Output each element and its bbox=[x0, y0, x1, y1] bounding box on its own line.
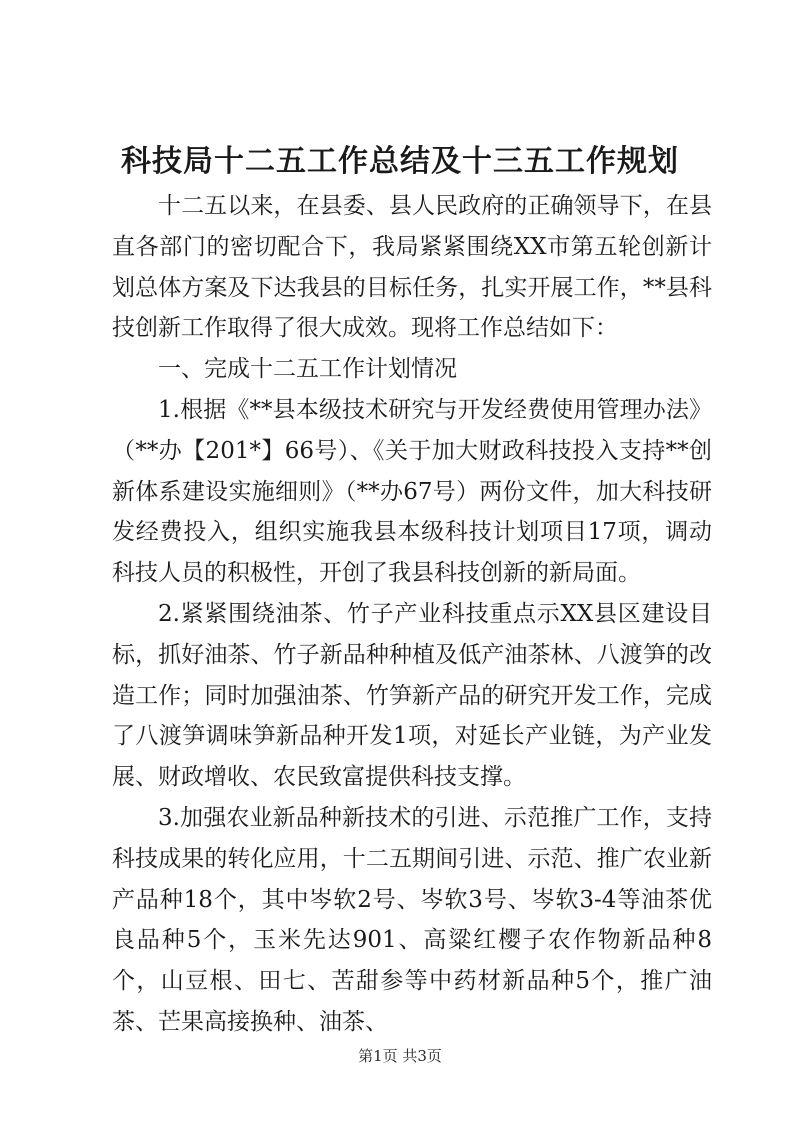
document-title: 科技局十二五工作总结及十三五工作规划 bbox=[121, 144, 679, 179]
page-footer: 第1页 共3页 bbox=[358, 1047, 442, 1065]
document-body bbox=[112, 186, 712, 1043]
paragraph-item-3: 3.加强农业新品种新技术的引进、示范推广工作，支持科技成果的转化应用，十二五期间引进、示范、推广农业新产品种18个，其中岑软2号、岑软3号、岑软3-4等油茶优良品种5个，玉米先达901、高粱红樱子农作物新品种8个，山豆根、田七、苦甜参等中药材新品种5个，推广油茶、芒果高接换种、油茶、 bbox=[112, 804, 712, 1035]
section-heading: 一、完成十二五工作计划情况 bbox=[158, 356, 457, 383]
paragraph-item-2: 2.紧紧围绕油茶、竹子产业科技重点示XX县区建设目标，抓好油茶、竹子新品种种植及低产油茶林、八渡笋的改造工作；同时加强油茶、竹笋新产品的研究开发工作，完成了八渡笋调味笋新品种开发1项，对延长产业链，为产业发展、财政增收、农民致富提供科技支撑。 bbox=[112, 600, 712, 791]
paragraph-intro: 十二五以来，在县委、县人民政府的正确领导下，在县直各部门的密切配合下，我局紧紧围绕XX市第五轮创新计划总体方案及下达我县的目标任务，扎实开展工作，**县科技创新工作取得了很大成效。现将工作总结如下： bbox=[112, 193, 712, 342]
paragraph-item-1: 1.根据《**县本级技术研究与开发经费使用管理办法》（**办【201*】66号）、《关于加大财政科技投入支持**创新体系建设实施细则》（**办67号）两份文件，加大科技研发经费投入，组织实施我县本级科技计划项目17项，调动科技人员的积极性，开创了我县科技创新的新局面。 bbox=[112, 396, 712, 587]
